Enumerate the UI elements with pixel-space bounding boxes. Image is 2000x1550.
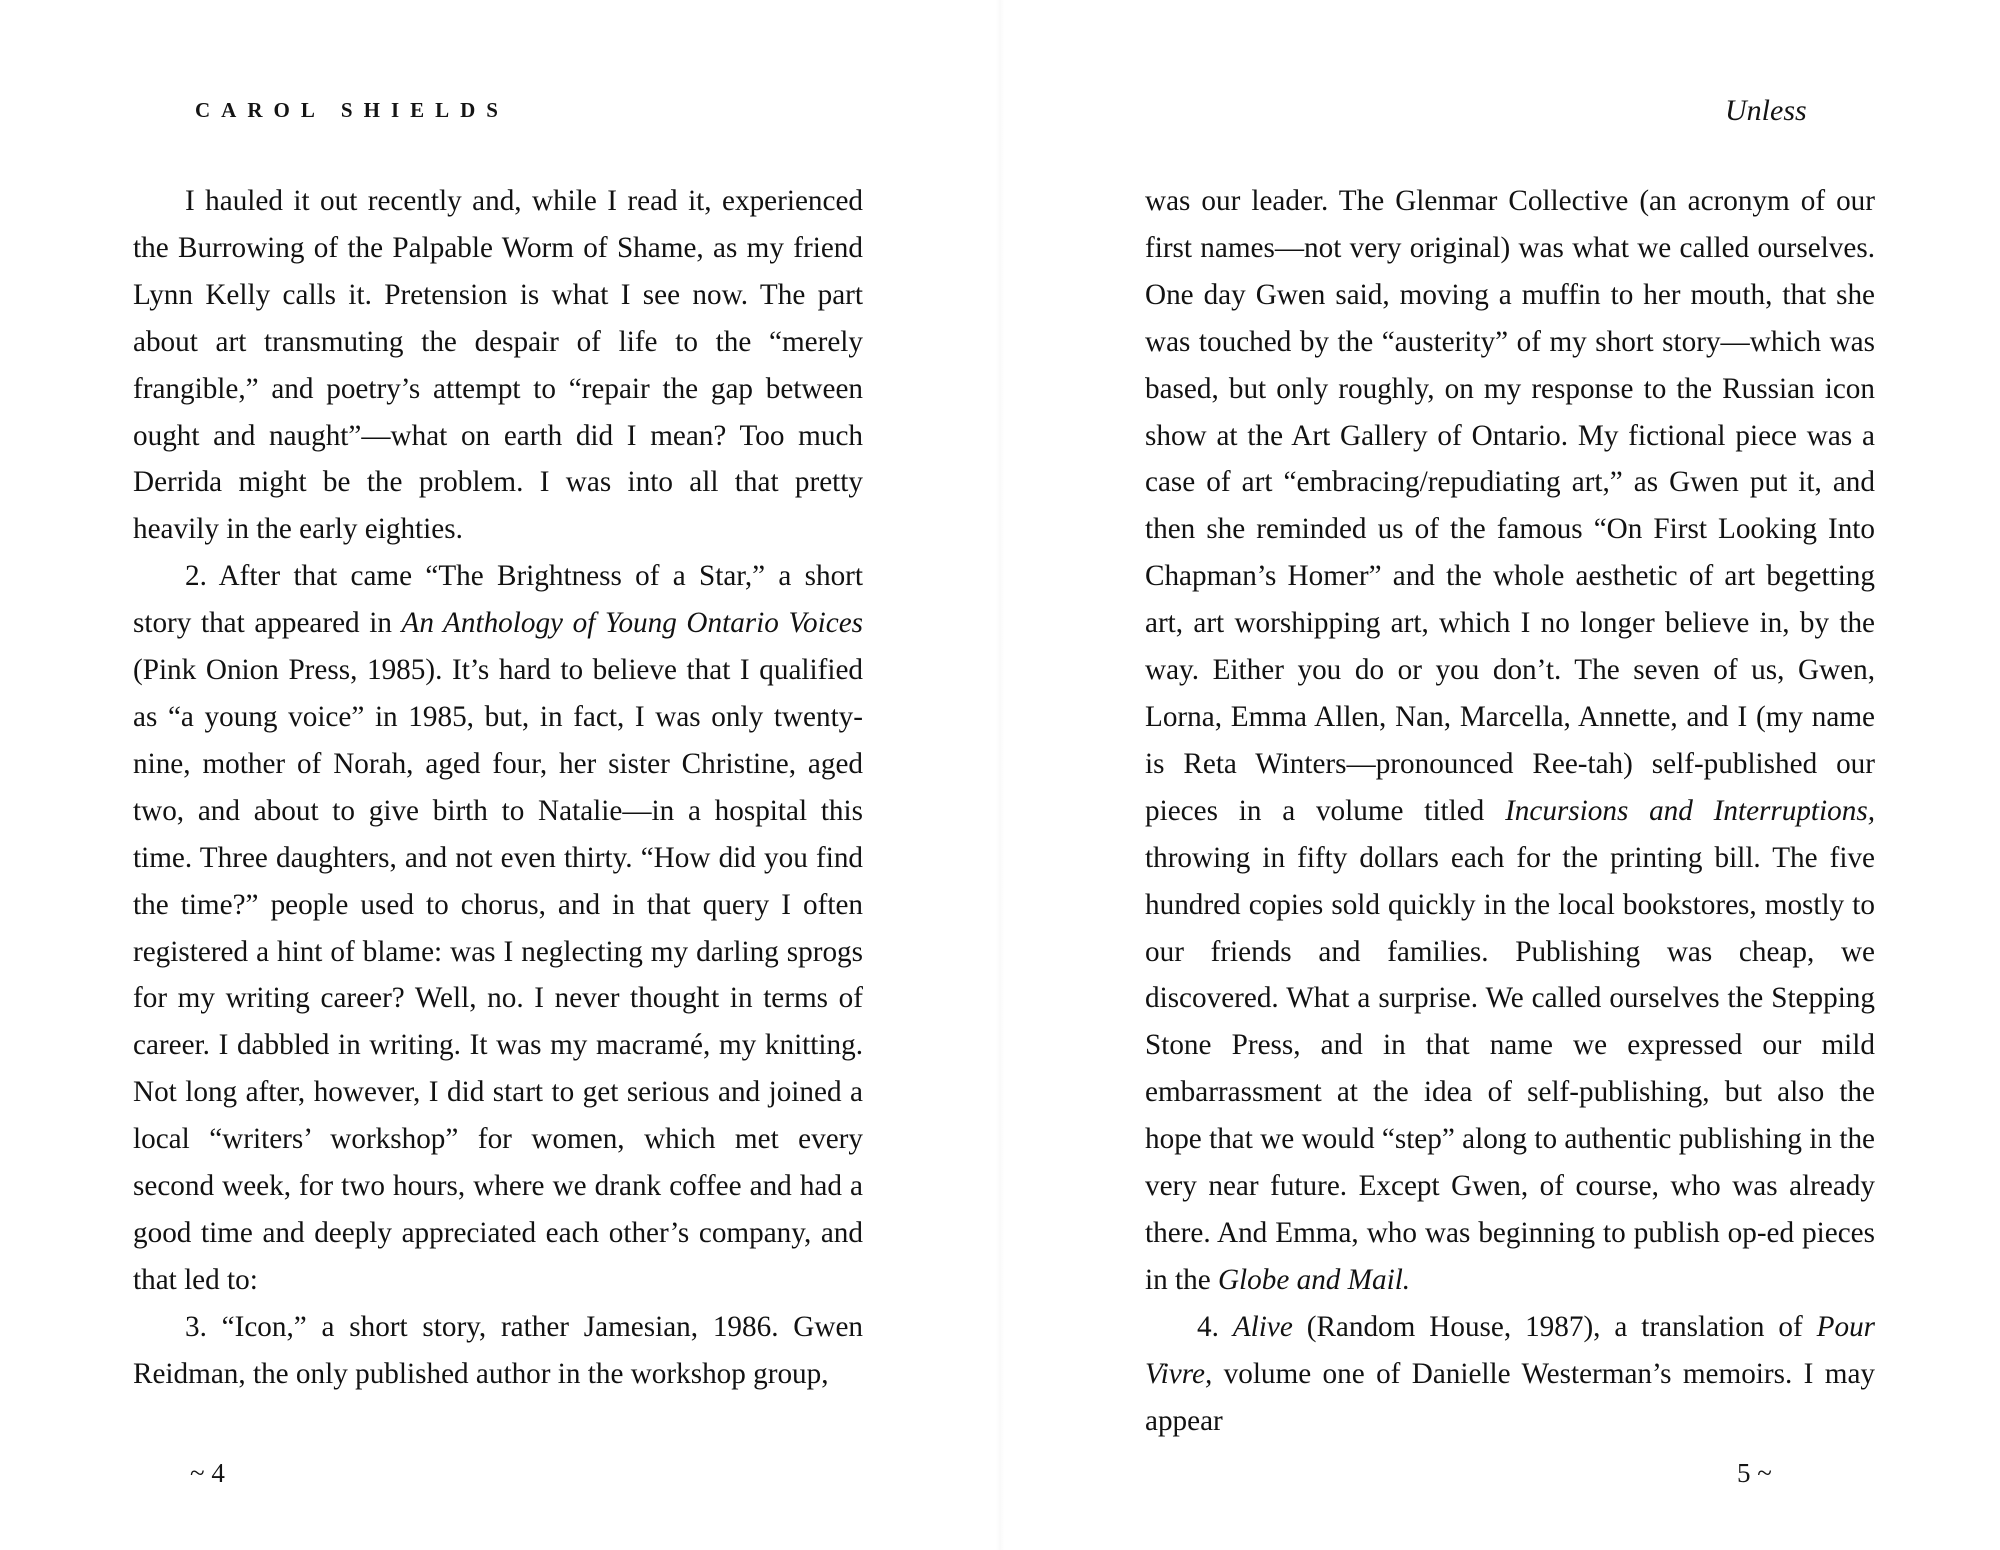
left-page-body <box>133 178 863 1398</box>
anthology-title: An Anthology of Young Ontario Voices <box>401 607 864 640</box>
left-paragraph-2 <box>133 553 863 1304</box>
left-paragraph-2-text-b: (Pink Onion Press, 1985). It’s hard to believe that I qualified as “a young voice” in 1985, but, in fact, I was only twenty-nine, mother of Norah, aged four, her sister Christine, aged two, and about to give birth to Natalie—in a hospital this time. Three daughters, and not even thirty. “How did you find the time?” people used to chorus, and in that query I often registered a hint of blame: was I neglecting my darling sprogs for my writing career? Well, no. I never thought in terms of career. I dabbled in writing. It was my macramé, my knitting. Not long after, however, I did start to get serious and joined a local “writers’ workshop” for women, which met every second week, for two hours, where we drank coffee and had a good time and deeply appreciated each other’s company, and that led to: <box>133 654 863 1296</box>
running-head-author: CAROL SHIELDS <box>195 98 509 122</box>
right-page <box>1000 0 2000 1550</box>
volume-title: Incursions and Interruptions, <box>1505 794 1875 827</box>
right-paragraph-2-text-a: (Random House, 1987), a translation of <box>1292 1310 1817 1343</box>
left-paragraph-3: 3. “Icon,” a short story, rather Jamesian, 1986. Gwen Reidman, the only published author in the workshop group, <box>133 1310 863 1390</box>
book-title-alive: Alive <box>1232 1310 1293 1343</box>
page-number-right: 5 ~ <box>1737 1458 1772 1488</box>
right-paragraph-2-text-b: volume one of Danielle Westerman’s memoirs. I may appear <box>1145 1357 1875 1437</box>
right-paragraph-2-number: 4. <box>1197 1310 1233 1343</box>
right-paragraph-2 <box>1145 1304 1875 1445</box>
book-title-pour-vivre: Pour Vivre, <box>1145 1310 1876 1390</box>
right-paragraph-1 <box>1145 178 1875 1304</box>
right-paragraph-1-text-b: throwing in fifty dollars each for the printing bill. The five hundred copies sold quickly in the local bookstores, mostly to our friends and families. Publishing was cheap, we discovered. What a surprise. We called ourselves the Stepping Stone Press, and in that name we expressed our mild embarrassment at the idea of self-publishing, but also the hope that we would “step” along to authentic publishing in the very near future. Except Gwen, of course, who was already there. And Emma, who was beginning to publish op-ed pieces in the <box>1145 841 1875 1296</box>
right-paragraph-1-text-a: was our leader. The Glenmar Collective (an acronym of our first names—not very original) was what we called ourselves. One day Gwen said, moving a muffin to her mouth, that she was touched by the “austerity” of my short story—which was based, but only roughly, on my response to the Russian icon show at the Art Gallery of Ontario. My fictional piece was a case of art “embracing/repudiating art,” as Gwen put it, and then she reminded us of the famous “On First Looking Into Chapman’s Homer” and the whole aesthetic of art begetting art, art worshipping art, which I no longer believe in, by the way. Either you do or you don’t. The seven of us, Gwen, Lorna, Emma Allen, Nan, Marcella, Annette, and I (my name is Reta Winters—pronounced Ree-tah) self-published our pieces in a volume titled <box>1145 185 1875 827</box>
left-paragraph-2-text-a: 2. After that came “The Brightness of a Star,” a short story that appeared in <box>133 560 863 640</box>
running-head-title: Unless <box>1725 94 1807 127</box>
left-paragraph-1: I hauled it out recently and, while I read it, experienced the Burrowing of the Palpable Worm of Shame, as my friend Lynn Kelly calls it. Pretension is what I see now. The part about art transmuting the despair of life to the “merely frangible,” and poetry’s attempt to “repair the gap between ought and naught”—what on earth did I mean? Too much Derrida might be the problem. I was into all that pretty heavily in the early eighties. <box>133 185 863 546</box>
newspaper-title: Globe and Mail. <box>1217 1263 1411 1296</box>
page-number-left: ~ 4 <box>190 1458 225 1488</box>
right-page-body <box>1145 178 1875 1444</box>
